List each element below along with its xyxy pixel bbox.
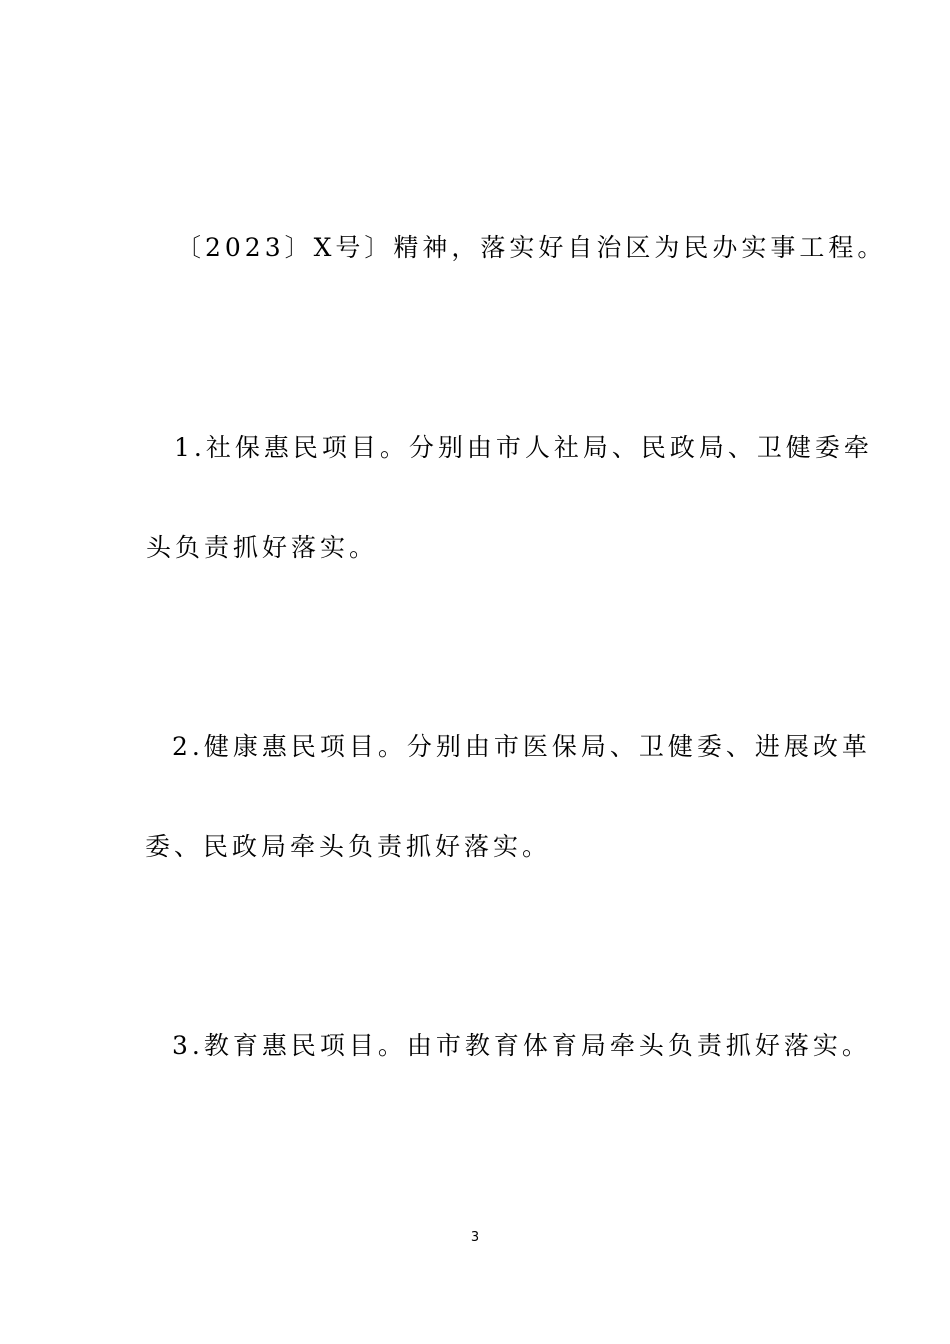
page-number: 3 [470, 1230, 480, 1245]
item-1-social-security-line-2: 头负责抓好落实。 [146, 533, 379, 562]
item-2-health-line-1: 2.健康惠民项目。分别由市医保局、卫健委、进展改革 [172, 732, 871, 761]
item-1-social-security-line-1: 1.社保惠民项目。分别由市人社局、民政局、卫健委牵 [174, 433, 873, 462]
item-2-health-line-2: 委、民政局牵头负责抓好落实。 [145, 832, 552, 861]
paragraph-line-continuation: 〔2023〕X号〕精神，落实好自治区为民办实事工程。 [176, 233, 887, 262]
item-3-education-line-1: 3.教育惠民项目。由市教育体育局牵头负责抓好落实。 [172, 1031, 871, 1060]
